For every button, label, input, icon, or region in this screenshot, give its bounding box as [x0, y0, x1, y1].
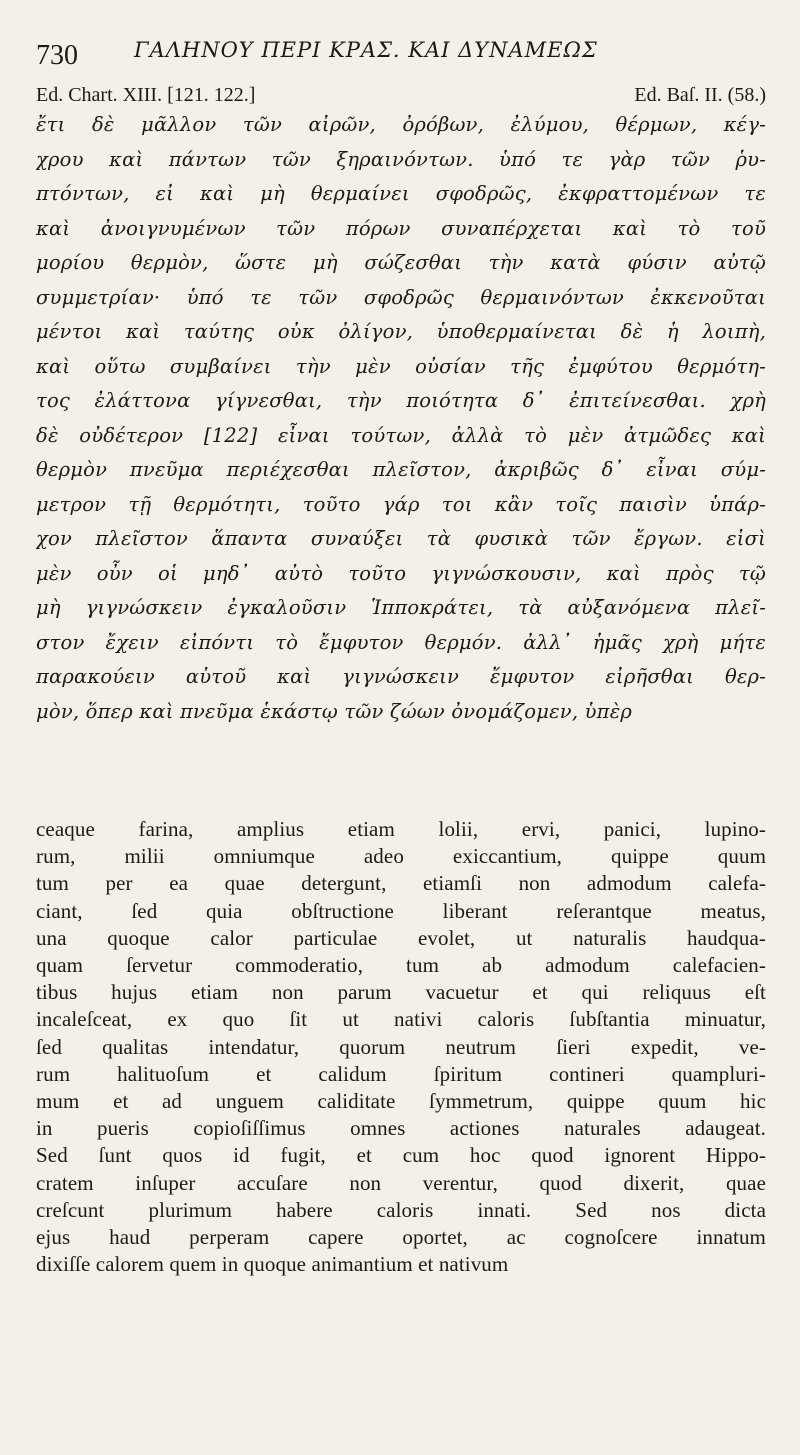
- page-header: [36, 30, 766, 70]
- greek-text-line: χρου καὶ πάντων τῶν ξηραινόντων. ὑπό τε γὰρ τῶν ῥυ-: [36, 147, 766, 171]
- greek-text-column: [36, 108, 766, 729]
- latin-text-line: ejus haud perperam capere oportet, ac cognoſcere innatum: [36, 1225, 766, 1250]
- greek-text-line: παρακούειν αὐτοῦ καὶ γιγνώσκειν ἔμφυτον εἰρῆσθαι θερ-: [36, 665, 766, 688]
- latin-text-line: rum, milii omniumque adeo exiccantium, quippe quum: [36, 844, 766, 869]
- latin-text-line: incaleſceat, ex quo ſit ut nativi caloris ſubſtantia minuatur,: [36, 1007, 766, 1032]
- greek-text-line: θερμὸν πνεῦμα περιέχεσθαι πλεῖστον, ἀκριβῶς δ᾽ εἶναι σύμ-: [36, 458, 766, 481]
- greek-text-line: καὶ οὕτω συμβαίνει τὴν μὲν οὐσίαν τῆς ἐμφύτου θερμότη-: [36, 354, 766, 378]
- latin-text-line: mum et ad unguem caliditate ſymmetrum, quippe quum hic: [36, 1089, 766, 1114]
- latin-text-line: rum halituoſum et calidum ſpiritum contineri quampluri-: [36, 1061, 766, 1086]
- greek-text-line: συμμετρίαν· ὑπό τε τῶν σφοδρῶς θερμαινόντων ἐκκενοῦται: [36, 285, 766, 309]
- greek-text-line: χον πλεῖστον ἅπαντα συναύξει τὰ φυσικὰ τῶν ἔργων. εἰσὶ: [36, 527, 766, 550]
- greek-text-line: τος ἐλάττονα γίγνεσθαι, τὴν ποιότητα δ᾽ ἐπιτείνεσθαι. χρὴ: [36, 389, 766, 412]
- greek-text-line: μὸν, ὅπερ καὶ πνεῦμα ἑκάστῳ τῶν ζώων ὀνομάζομεν, ὑπὲρ: [36, 699, 633, 723]
- latin-text-line: ceaque farina, amplius etiam lolii, ervi, panici, lupino-: [36, 817, 766, 841]
- edition-reference-line: [36, 82, 766, 108]
- latin-text-line: in pueris copioſiſſimus omnes actiones naturales adaugeat.: [36, 1116, 766, 1141]
- greek-text-line: πτόντων, εἰ καὶ μὴ θερμαίνει σφοδρῶς, ἐκφραττομένων τε: [36, 182, 766, 205]
- latin-text-line: Sed ſunt quos id fugit, et cum hoc quod ignorent Hippo-: [36, 1143, 766, 1168]
- latin-text-line: quam ſervetur commoderatio, tum ab admodum calefacien-: [36, 953, 766, 978]
- greek-text-line: στον ἔχειν εἰπόντι τὸ ἔμφυτον θερμόν. ἀλλ᾽ ἡμᾶς χρὴ μήτε: [36, 630, 766, 654]
- greek-text-line: μὴ γιγνώσκειν ἐγκαλοῦσιν Ἱπποκράτει, τὰ αὐξανόμενα πλεῖ-: [36, 596, 766, 619]
- latin-text-line: dixiſſe calorem quem in quoque animantium et nativum: [36, 1252, 509, 1277]
- greek-text-line: δὲ οὐδέτερον [122] εἶναι τούτων, ἀλλὰ τὸ μὲν ἀτμῶδες καὶ: [36, 423, 766, 447]
- latin-text-line: ſed qualitas intendatur, quorum neutrum ſieri expedit, ve-: [36, 1034, 766, 1059]
- latin-text-line: creſcunt plurimum habere caloris innati. Sed nos dicta: [36, 1197, 766, 1222]
- latin-text-line: cratem inſuper accuſare non verentur, quod dixerit, quae: [36, 1170, 766, 1195]
- running-title: ΓΑΛΗΝΟΥ ΠΕΡΙ ΚΡΑΣ. ΚΑΙ ΔΥΝΑΜΕΩΣ: [134, 38, 598, 62]
- greek-text-line: καὶ ἀνοιγνυμένων τῶν πόρων συναπέρχεται καὶ τὸ τοῦ: [36, 216, 766, 240]
- latin-text-line: una quoque calor particulae evolet, ut naturalis haudqua-: [36, 925, 766, 950]
- latin-text-line: tibus hujus etiam non parum vacuetur et qui reliquus eſt: [36, 980, 766, 1005]
- edition-basel-reference: Ed. Baſ. II. (58.): [634, 84, 766, 106]
- greek-text-line: ἔτι δὲ μᾶλλον τῶν αἰρῶν, ὀρόβων, ἐλύμου, θέρμων, κέγ-: [36, 113, 766, 136]
- greek-text-line: μορίου θερμὸν, ὥστε μὴ σώζεσθαι τὴν κατὰ φύσιν αὐτῷ: [36, 251, 766, 274]
- latin-text-column: [36, 816, 766, 1278]
- latin-text-line: ciant, ſed quia obſtructione liberant reſerantque meatus,: [36, 898, 766, 923]
- greek-text-line: μὲν οὖν οἱ μηδ᾽ αὐτὸ τοῦτο γιγνώσκουσιν, καὶ πρὸς τῷ: [36, 561, 766, 585]
- greek-text-line: μέντοι καὶ ταύτης οὐκ ὀλίγον, ὑποθερμαίνεται δὲ ἡ λοιπὴ,: [36, 320, 766, 343]
- greek-text-line: μετρον τῇ θερμότητι, τοῦτο γάρ τοι κἂν τοῖς παισὶν ὑπάρ-: [36, 492, 766, 516]
- latin-text-line: tum per ea quae detergunt, etiamſi non admodum calefa-: [36, 871, 766, 896]
- edition-chartier-reference: Ed. Chart. XIII. [121. 122.]: [36, 84, 256, 106]
- page-number: 730: [36, 40, 78, 71]
